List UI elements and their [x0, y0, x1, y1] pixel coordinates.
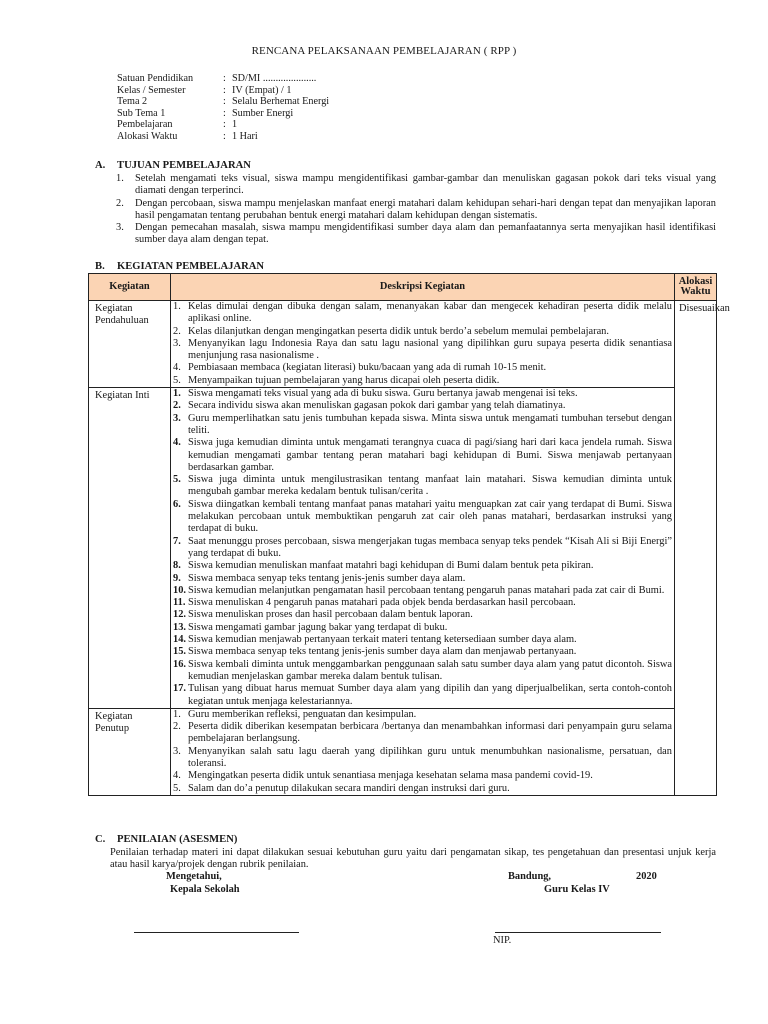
document-title: RENCANA PELAKSANAAN PEMBELAJARAN ( RPP )	[251, 45, 517, 57]
year-label: 2020	[636, 871, 657, 882]
list-item: 9. Siswa membaca senyap teks tentang jenis-jenis sumber daya alam.	[173, 572, 466, 584]
info-row: Alokasi Waktu : 1 Hari	[117, 130, 258, 142]
list-item: 2. Secara individu siswa akan menuliskan gagasan pokok dari gambar yang telah diamatinya.	[173, 400, 566, 412]
assessment-text: Penilaian terhadap materi ini dapat dilakukan sesuai kebutuhan guru yaitu dari pengamatan sikap, tes pengetahuan dan presentasi unjuk kerja atau hasil karya/projek dengan rubrik penilaian.	[110, 847, 716, 871]
info-value: 1	[232, 119, 238, 131]
penutup-activities	[171, 708, 675, 795]
list-item: 17. Tulisan yang dibuat harus memuat Sumber daya alam yang dipilih dan yang diperjualbelikan, serta contoh-contoh kegiatan untuk menjaga kelestariannya.	[173, 683, 672, 707]
list-item: 3. Menyanyikan lagu Indonesia Raya dan satu lagu nasional yang dipilihkan guru supaya peserta didik senantiasa menjunjung rasa nasionalisme .	[173, 337, 672, 362]
info-value: Selalu Berhemat Energi	[232, 96, 330, 108]
list-item: 11. Siswa menuliskan 4 pengaruh panas matahari pada objek benda berdasarkan hasil percobaan.	[173, 597, 576, 609]
section-a-heading: A. TUJUAN PEMBELAJARAN	[95, 160, 251, 171]
list-item: 5. Salam dan do’a penutup dilakukan secara mandiri dengan instruksi dari guru.	[173, 782, 510, 794]
list-item: 3. Menyanyikan salah satu lagu daerah yang dipilihkan guru untuk menumbuhkan nasionalisme, persatuan, dan toleransi.	[173, 745, 672, 769]
table-header-row	[89, 274, 717, 301]
info-value: Sumber Energi	[232, 107, 294, 119]
signature-line-principal	[134, 932, 299, 933]
list-item: 14. Siswa kemudian menjawab pertanyaan terkait materi tentang ketersediaan sumber daya alam.	[173, 634, 577, 646]
city-label: Bandung,	[508, 871, 552, 882]
info-value: IV (Empat) / 1	[232, 84, 292, 96]
section-c-heading: C. PENILAIAN (ASESMEN)	[95, 834, 238, 845]
alokasi-waktu-value: Disesuaikan	[675, 301, 717, 796]
list-item: 5. Siswa juga diminta untuk mengilustrasikan tentang manfaat lain matahari. Siswa kemudian diminta untuk mengubah gambar mereka kedalam bentuk tulisan/cerita .	[173, 474, 672, 498]
list-item: 2. Dengan percobaan, siswa mampu menjelaskan manfaat energi matahari dalam kehidupan sehari-hari dengan tepat dan menyajikan laporan hasil pengamatan tentang perubahan bentuk energi matahari dalam kehidupan dengan sistematis.	[116, 197, 716, 221]
guru-kelas-label: Guru Kelas IV	[544, 884, 610, 895]
pendahuluan-activities	[171, 301, 675, 388]
list-item: 3. Dengan pemecahan masalah, siswa mampu mengidentifikasi sumber daya alam dan pemanfaatannya serta menyajikan hasil identifikasi sumber daya alam dengan tepat.	[116, 222, 716, 246]
info-row: Satuan Pendidikan : SD/MI .....................	[117, 73, 317, 84]
kegiatan-inti-label: Kegiatan Inti	[89, 388, 171, 709]
activity-table	[88, 273, 730, 796]
list-item: 1. Kelas dimulai dengan dibuka dengan salam, menanyakan kabar dan mengecek kehadiran peserta didik melalu aplikasi online.	[173, 301, 672, 325]
kegiatan-penutup-label: Kegiatan Penutup	[89, 708, 171, 795]
list-item: 13. Siswa mengamati gambar jagung bakar yang terdapat di buku.	[173, 621, 448, 633]
table-row	[89, 301, 717, 388]
list-item: 4. Pembiasaan membaca (kegiatan literasi) buku/bacaan yang ada di rumah 10-15 menit.	[173, 362, 547, 374]
kegiatan-pendahuluan-label: Kegiatan Pendahuluan	[89, 301, 171, 388]
list-item: 6. Siswa diingatkan kembali tentang manfaat panas matahari yaitu menguapkan zat cair yang terdapat di Bumi. Siswa melakukan percobaan untuk membuktikan pengaruh zat cair oleh panas matahari, berdasarkan instruksi yang terdapat di buku.	[173, 498, 672, 535]
list-item: 2. Kelas dilanjutkan dengan mengingatkan peserta didik untuk berdo’a sebelum memulai pembelajaran.	[173, 325, 609, 337]
list-item: 12. Siswa menuliskan proses dan hasil percobaan dalam bentuk laporan.	[173, 609, 473, 621]
list-item: 4. Siswa juga kemudian diminta untuk mengamati terangnya cuaca di pagi/siang hari dari kaca jendela rumah. Siswa kemudian mengamati gambar tentang peran matahari bagi kehidupan di Bumi. Siswa menjawab pertanyaan berdasarkan gambar.	[173, 437, 672, 473]
list-item: 16. Siswa kembali diminta untuk menggambarkan penggunaan salah satu sumber daya alam yang patut dicontoh. Siswa kemudian menjelaskan gambar mereka dalam bentuk tulisan.	[173, 658, 672, 682]
list-item: 8. Siswa kemudian menuliskan manfaat matahri bagi kehidupan di Bumi dalam bentuk peta pikiran.	[173, 560, 594, 572]
info-row: Pembelajaran : 1	[117, 119, 238, 131]
info-label: Alokasi Waktu	[117, 130, 178, 142]
list-item: 4. Mengingatkan peserta didik untuk senantiasa menjaga kesehatan selama masa pandemi covid-19.	[173, 770, 593, 782]
inti-activities	[171, 388, 675, 709]
info-value: SD/MI .....................	[232, 73, 317, 84]
header-deskripsi: Deskripsi Kegiatan	[171, 274, 675, 301]
list-item: 15. Siswa membaca senyap teks tentang jenis-jenis sumber daya alam dan menjawab pertanyaan.	[173, 646, 577, 658]
kepala-sekolah-label: Kepala Sekolah	[170, 884, 240, 895]
info-row: Sub Tema 1 : Sumber Energi	[117, 107, 294, 119]
objectives-list	[116, 173, 716, 247]
list-item: 3. Guru memperlihatkan satu jenis tumbuhan kepada siswa. Minta siswa untuk mengamati tumbuhan tersebut dengan teliti.	[173, 412, 672, 436]
info-label: Kelas / Semester	[117, 84, 186, 96]
info-row: Kelas / Semester : IV (Empat) / 1	[117, 84, 292, 96]
section-b-heading: B. KEGIATAN PEMBELAJARAN	[95, 261, 265, 272]
table-row	[89, 708, 717, 795]
list-item: 10. Siswa kemudian melanjutkan pengamatan hasil percobaan tentang pengaruh panas matahari pada zat cair di Bumi.	[173, 584, 665, 596]
table-row	[89, 388, 717, 709]
info-label: Satuan Pendidikan	[117, 73, 194, 84]
list-item: 7. Saat menunggu proses percobaan, siswa mengerjakan tugas membaca senyap teks pendek “Kisah Ali si Biji Energi” yang terdapat di buku.	[173, 535, 672, 559]
info-label: Pembelajaran	[117, 119, 173, 131]
list-item: 2. Peserta didik diberikan kesempatan berbicara /bertanya dan menambahkan informasi dari penyampain guru selama pembelajaran berlangsung.	[173, 721, 672, 745]
signature-line-teacher	[495, 932, 661, 933]
nip-label: NIP.	[493, 935, 512, 946]
header-kegiatan: Kegiatan	[89, 274, 171, 301]
list-item: 5. Menyampaikan tujuan pembelajaran yang harus dicapai oleh peserta didik.	[173, 374, 500, 386]
header-alokasi: Alokasi Waktu	[675, 274, 717, 301]
info-row: Tema 2 : Selalu Berhemat Energi	[117, 96, 330, 108]
list-item: 1. Siswa mengamati teks visual yang ada di buku siswa. Guru bertanya jawab mengenai isi teks.	[173, 388, 578, 400]
list-item: 1. Setelah mengamati teks visual, siswa mampu mengidentifikasi gambar-gambar dan menuliskan gagasan pokok dari teks visual yang diamati dengan terperinci.	[116, 173, 716, 197]
info-label: Sub Tema 1	[117, 107, 166, 119]
info-value: 1 Hari	[232, 130, 258, 142]
info-label: Tema 2	[117, 96, 148, 108]
identity-block	[117, 73, 329, 143]
list-item: 1. Guru memberikan refleksi, penguatan dan kesimpulan.	[173, 708, 417, 720]
mengetahui-label: Mengetahui,	[166, 871, 222, 882]
